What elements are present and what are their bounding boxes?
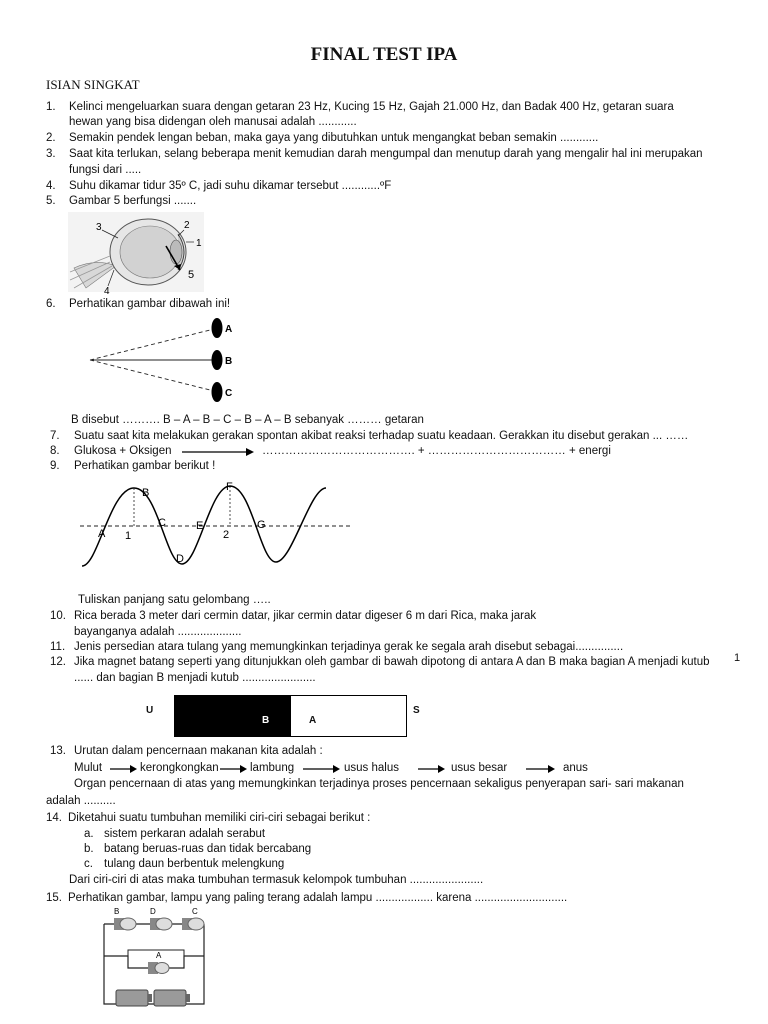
question-text-line2: hewan yang bisa didengan oleh manusai adalah ............ bbox=[69, 116, 357, 128]
question-number: 1. bbox=[46, 101, 56, 113]
label-b: B bbox=[225, 356, 233, 367]
question-text: Jenis persedian atara tulang yang memungkinkan terjadinya gerak ke segala arah disebut sebagai............... bbox=[74, 641, 624, 653]
list-item-letter: c. bbox=[84, 858, 93, 870]
label-c: C bbox=[225, 388, 233, 399]
page-title: FINAL TEST IPA bbox=[310, 44, 458, 65]
question-number: 5. bbox=[46, 195, 56, 207]
eye-label-4: 4 bbox=[104, 286, 110, 296]
list-item: batang beruas-ruas dan tidak bercabang bbox=[104, 843, 312, 855]
question-text: Kelinci mengeluarkan suara dengan getaran 23 Hz, Kucing 15 Hz, Gajah 21.000 Hz, dan Badak 400 Hz, getaran suara bbox=[69, 101, 674, 113]
pendulum-ball-c bbox=[212, 382, 223, 402]
arrow-icon bbox=[418, 763, 446, 775]
wave-label-g: G bbox=[257, 519, 266, 531]
wave-label-c: C bbox=[158, 517, 166, 529]
question-text-line2: Organ pencernaan di atas yang memungkinkan terjadinya proses pencernaan sekaligus penyerapan sari- sari makanan bbox=[74, 778, 684, 790]
lamp-d bbox=[150, 907, 172, 930]
lamp-label-c: C bbox=[192, 907, 198, 916]
question-text: Perhatikan gambar dibawah ini! bbox=[69, 298, 231, 310]
pendulum-ball-a bbox=[212, 318, 223, 338]
question-conclusion: Dari ciri-ciri di atas maka tumbuhan termasuk kelompok tumbuhan ....................... bbox=[69, 874, 484, 886]
pole-label-s: S bbox=[413, 705, 420, 716]
question-text: Diketahui suatu tumbuhan memiliki ciri-ciri sebagai berikut : bbox=[68, 812, 371, 824]
question-text: Gambar 5 berfungsi ....... bbox=[69, 195, 197, 207]
question-text: Urutan dalam pencernaan makanan kita adalah : bbox=[74, 745, 323, 757]
wave-label-2: 2 bbox=[223, 529, 230, 541]
eye-label-1: 1 bbox=[196, 238, 202, 249]
arrow-icon bbox=[110, 763, 138, 775]
question-number: 7. bbox=[50, 430, 60, 442]
question-text: Perhatikan gambar, lampu yang paling terang adalah lampu .................. karena ............................. bbox=[68, 892, 568, 904]
wave-label-b: B bbox=[142, 487, 150, 499]
list-item: tulang daun berbentuk melengkung bbox=[104, 858, 285, 870]
arrow-icon bbox=[182, 446, 256, 458]
question-text-line2: ...... dan bagian B menjadi kutub ....................... bbox=[74, 672, 316, 684]
arrow-icon bbox=[220, 763, 248, 775]
chain-item-usus-halus: usus halus bbox=[344, 762, 399, 774]
question-number: 14. bbox=[46, 812, 62, 824]
question-text: Rica berada 3 meter dari cermin datar, jikar cermin datar digeser 6 m dari Rica, maka jarak bbox=[74, 610, 537, 622]
pole-label-u: U bbox=[146, 705, 154, 716]
lamp-c bbox=[182, 907, 204, 930]
chain-item-kerongkongan: kerongkongkan bbox=[140, 762, 219, 774]
label-a: A bbox=[225, 324, 233, 335]
wave-label-1: 1 bbox=[125, 530, 132, 542]
eye-label-5: 5 bbox=[188, 269, 195, 281]
question-text-line2: fungsi dari ..... bbox=[69, 164, 142, 176]
chain-item-anus: anus bbox=[563, 762, 588, 774]
question-text: Semakin pendek lengan beban, maka gaya yang dibutuhkan untuk mengangkat beban semakin ............ bbox=[69, 132, 599, 144]
wave-label-d: D bbox=[176, 553, 184, 565]
arrow-icon bbox=[526, 763, 556, 775]
question-number: 12. bbox=[50, 656, 66, 668]
question-number: 2. bbox=[46, 132, 56, 144]
magnet-label-a: A bbox=[309, 715, 317, 726]
section-heading: ISIAN SINGKAT bbox=[46, 77, 140, 92]
lamp-label-b: B bbox=[114, 907, 120, 916]
lamp-label-d: D bbox=[150, 907, 156, 916]
eye-label-2: 2 bbox=[184, 220, 190, 231]
pendulum-ball-b bbox=[212, 350, 223, 370]
chain-item-lambung: lambung bbox=[250, 762, 295, 774]
list-item-letter: b. bbox=[84, 843, 94, 855]
question-number: 6. bbox=[46, 298, 56, 310]
magnet-light-half bbox=[290, 695, 407, 737]
question-text: Perhatikan gambar berikut ! bbox=[74, 460, 216, 472]
question-number: 4. bbox=[46, 180, 56, 192]
reaction-left: Glukosa + Oksigen bbox=[74, 445, 172, 457]
question-number: 11. bbox=[50, 641, 66, 653]
question-answer-line: B disebut ………. B – A – B – C – B – A – B sebanyak ……… getaran bbox=[71, 414, 424, 426]
question-number: 3. bbox=[46, 148, 56, 160]
wave-diagram bbox=[70, 474, 360, 574]
eye-diagram bbox=[66, 208, 216, 296]
question-text: Saat kita terlukan, selang beberapa menit kemudian darah mengumpal dan menutup darah yang mengalir hal ini merupakan bbox=[69, 148, 703, 160]
arrow-icon bbox=[303, 763, 341, 775]
circuit-diagram bbox=[98, 906, 210, 1012]
question-text: Suhu dikamar tidur 35º C, jadi suhu dikamar tersebut ............ºF bbox=[69, 180, 392, 192]
wave-label-e: E bbox=[196, 520, 204, 532]
question-text-line3: adalah .......... bbox=[46, 795, 116, 807]
question-number: 10. bbox=[50, 610, 66, 622]
pendulum-diagram bbox=[80, 312, 250, 408]
lamp-label-a: A bbox=[156, 951, 162, 960]
question-text: Suatu saat kita melakukan gerakan spontan akibat reaksi terhadap suatu keadaan. Gerakkan itu disebut gerakan ... …… bbox=[74, 430, 689, 442]
list-item-letter: a. bbox=[84, 828, 94, 840]
question-text: Jika magnet batang seperti yang ditunjukkan oleh gambar di bawah dipotong di antara A dan B maka bagian A menjadi kutub bbox=[74, 656, 710, 668]
chain-item-mulut: Mulut bbox=[74, 762, 103, 774]
reaction-right: …………………………………. + ……………………………… + energi bbox=[262, 445, 611, 457]
magnet-dark-half bbox=[174, 695, 290, 737]
question-subtext: Tuliskan panjang satu gelombang ….. bbox=[78, 594, 271, 606]
wave-label-f: F bbox=[226, 481, 233, 493]
list-item: sistem perkaran adalah serabut bbox=[104, 828, 266, 840]
chain-item-usus-besar: usus besar bbox=[451, 762, 508, 774]
question-number: 8. bbox=[50, 445, 60, 457]
question-number: 13. bbox=[50, 745, 66, 757]
page-number: 1 bbox=[734, 652, 741, 664]
question-number: 9. bbox=[50, 460, 60, 472]
lamp-a bbox=[148, 951, 169, 974]
lamp-b bbox=[114, 907, 136, 930]
wave-label-a: A bbox=[98, 528, 106, 540]
magnet-label-b: B bbox=[262, 715, 270, 726]
question-number: 15. bbox=[46, 892, 62, 904]
eye-label-3: 3 bbox=[96, 222, 102, 233]
question-text-line2: bayanganya adalah .................... bbox=[74, 626, 242, 638]
